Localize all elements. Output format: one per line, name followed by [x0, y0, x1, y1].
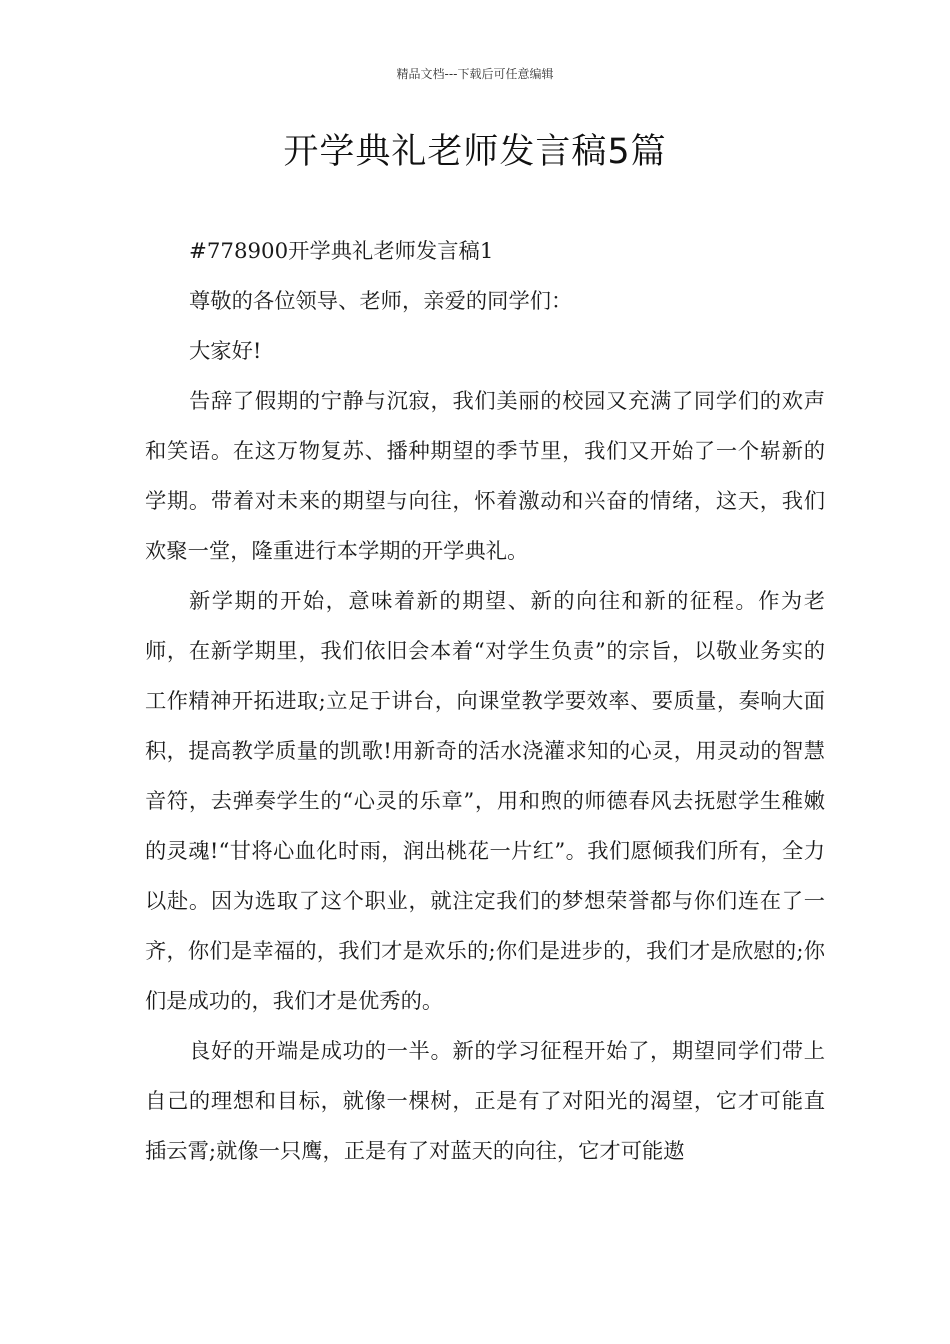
body-paragraph: 良好的开端是成功的一半。新的学习征程开始了，期望同学们带上自己的理想和目标，就像一棵树，正是有了对阳光的渴望，它才可能直插云霄;就像一只鹰，正是有了对蓝天的向往，它才可能遨 [145, 1039, 825, 1164]
document-body [145, 227, 825, 1177]
body-paragraph: 告辞了假期的宁静与沉寂，我们美丽的校园又充满了同学们的欢声和笑语。在这万物复苏、播种期望的季节里，我们又开始了一个崭新的学期。带着对未来的期望与向往，怀着激动和兴奋的情绪，这天，我们欢聚一堂，隆重进行本学期的开学典礼。 [145, 389, 825, 564]
section-heading: #778900开学典礼老师发言稿1 [189, 239, 494, 264]
salutation: 尊敬的各位领导、老师，亲爱的同学们： [189, 289, 573, 314]
document-title: 开学典礼老师发言稿5篇 [283, 132, 667, 172]
body-paragraph: 新学期的开始，意味着新的期望、新的向往和新的征程。作为老师，在新学期里，我们依旧会本着“对学生负责”的宗旨，以敬业务实的工作精神开拓进取;立足于讲台，向课堂教学要效率、要质量，奏响大面积，提高教学质量的凯歌!用新奇的活水浇灌求知的心灵，用灵动的智慧音符，去弹奏学生的“心灵的乐章”，用和煦的师德春风去抚慰学生稚嫩的灵魂!“甘将心血化时雨，润出桃花一片红”。我们愿倾我们所有，全力以赴。因为选取了这个职业，就注定我们的梦想荣誉都与你们连在了一齐，你们是幸福的，我们才是欢乐的;你们是进步的，我们才是欣慰的;你们是成功的，我们才是优秀的。 [145, 589, 825, 1014]
page-header-note: 精品文档---下载后可任意编辑 [396, 67, 554, 81]
greeting: 大家好! [189, 339, 262, 364]
